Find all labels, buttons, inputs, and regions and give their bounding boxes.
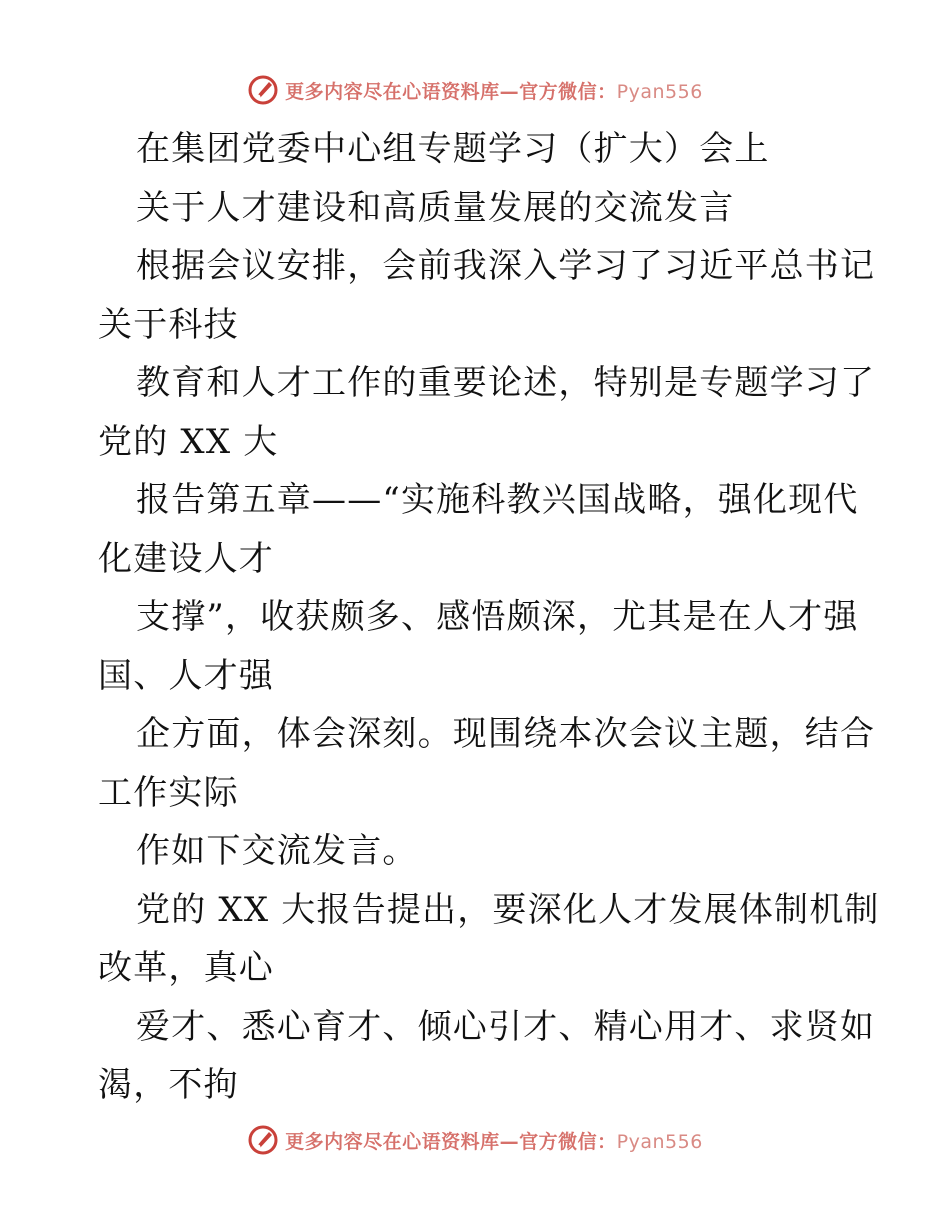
pen-logo-icon	[247, 74, 279, 106]
document-line: 作如下交流发言。	[136, 831, 418, 871]
document-body	[98, 120, 880, 1115]
footer-watermark	[0, 1120, 950, 1160]
watermark-group	[247, 74, 703, 106]
document-line: 报告第五章——“实施科教兴国战略，强化现代	[136, 480, 859, 520]
document-line: 化建设人才	[98, 538, 274, 579]
pen-logo-icon	[247, 1124, 279, 1156]
header-watermark	[0, 70, 950, 110]
watermark-text: 更多内容尽在心语资料库—官方微信：Pyan556	[285, 1130, 703, 1153]
watermark-id: Pyan556	[616, 1130, 703, 1153]
watermark-id: Pyan556	[616, 80, 703, 103]
document-line: 关于人才建设和高质量发展的交流发言	[136, 187, 735, 228]
document-line: 改革，真心	[98, 948, 274, 988]
document-line: 企方面，体会深刻。现围绕本次会议主题，结合	[136, 714, 876, 754]
document-line: 党的 XX 大	[98, 421, 279, 462]
document-line: 支撑”，收获颇多、感悟颇深，尤其是在人才强	[136, 597, 859, 637]
document-line: 党的 XX 大报告提出，要深化人才发展体制机制	[136, 889, 880, 930]
document-line: 在集团党委中心组专题学习（扩大）会上	[136, 129, 770, 169]
watermark-group	[247, 1124, 703, 1156]
document-line: 爱才、悉心育才、倾心引才、精心用才、求贤如	[136, 1006, 876, 1047]
document-line: 国、人才强	[98, 655, 274, 696]
document-line: 教育和人才工作的重要论述，特别是专题学习了	[136, 363, 876, 403]
watermark-text: 更多内容尽在心语资料库—官方微信：Pyan556	[285, 80, 703, 103]
document-line: 根据会议安排，会前我深入学习了习近平总书记	[136, 246, 876, 286]
document-line: 渴，不拘	[98, 1065, 239, 1105]
document-line: 关于科技	[98, 304, 239, 345]
document-line: 工作实际	[98, 772, 239, 813]
